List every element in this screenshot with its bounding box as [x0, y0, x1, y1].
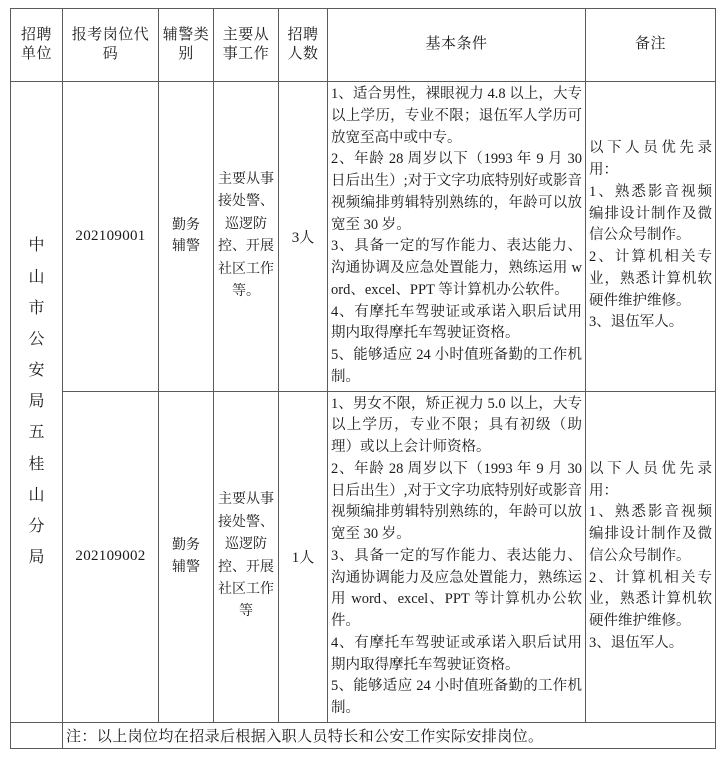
- paragraph-3: 3、具备一定的写作能力、表达能力、沟通协调及应急处置能力，熟练运用 word、excel、PPT 等计算机办公软件。: [331, 238, 582, 298]
- category-line-2: 辅警: [172, 239, 200, 255]
- unit-name-char: 市: [28, 299, 45, 317]
- column-header-unit: 招聘单位: [11, 9, 63, 82]
- paragraph-2: 1、熟悉影音视频编排设计制作及微信公众号制作。: [589, 183, 712, 244]
- unit-name-char: 分: [28, 518, 45, 536]
- paragraph-2: 2、年龄 28 周岁以下（1993 年 9 月 30 日后出生）;对于文字功底特别好或影音视频编排剪辑特别熟练的，年龄可以放宽至 30 岁。: [331, 151, 582, 233]
- footer-note: 注：以上岗位均在招录后根据入职人员特长和公安工作实际安排岗位。: [63, 722, 716, 748]
- unit-name-char: 桂: [28, 455, 45, 473]
- column-header-remarks: 备注: [586, 9, 716, 82]
- paragraph-4: 4、有摩托车驾驶证或承诺入职后试用期内取得摩托车驾驶证资格。: [331, 634, 582, 673]
- paragraph-4: 3、退伍军人。: [589, 634, 684, 651]
- unit-name-char: 五: [28, 424, 45, 442]
- unit-name-char: 山: [28, 486, 45, 504]
- category-line-1: 勤务: [172, 537, 200, 553]
- cell-category: [159, 391, 214, 722]
- unit-name-char: 山: [28, 268, 45, 286]
- paragraph-3: 3、具备一定的写作能力、表达能力、沟通协调能力及应急处置能力，熟练运用 word、excel、PPT 等计算机办公软件。: [331, 547, 582, 629]
- cell-empty-unit: [11, 722, 63, 748]
- cell-conditions: [328, 82, 586, 392]
- unit-name-char: 安: [28, 362, 45, 380]
- cell-job-code: 202109002: [63, 391, 159, 722]
- column-header-conditions: 基本条件: [328, 9, 586, 82]
- cell-unit-name: [11, 82, 63, 723]
- footer-note-row: [11, 722, 716, 748]
- category-line-2: 辅警: [172, 559, 200, 575]
- cell-remarks: [586, 82, 716, 392]
- paragraph-3: 2、计算机相关专业，熟悉计算机软硬件维护维修。: [589, 569, 712, 629]
- unit-name-char: 局: [28, 393, 45, 411]
- paragraph-1: 1、适合男性，裸眼视力 4.8 以上，大专以上学历，专业不限；退伍军人学历可放宽至高中或中专。: [331, 86, 582, 146]
- cell-category: [159, 82, 214, 392]
- paragraph-1: 以下人员优先录用：: [589, 460, 712, 499]
- header-row: [11, 9, 716, 82]
- cell-conditions: [328, 391, 586, 722]
- column-header-code: 报考岗位代码: [63, 9, 159, 82]
- column-header-category: 辅警类别: [159, 9, 214, 82]
- cell-count: 1人: [279, 391, 328, 722]
- paragraph-3: 2、计算机相关专业，熟悉计算机软硬件维护维修。: [589, 249, 712, 309]
- paragraph-2: 1、熟悉影音视频编排设计制作及微信公众号制作。: [589, 504, 712, 564]
- table-body: [11, 82, 716, 749]
- paragraph-5: 5、能够适应 24 小时值班备勤的工作机制。: [331, 347, 582, 385]
- paragraph-1: 以下人员优先录用：: [589, 140, 712, 179]
- recruitment-table: [10, 8, 716, 749]
- table-row: [11, 82, 716, 392]
- table-header: [11, 9, 716, 82]
- cell-duty: 主要从事接处警、巡逻防控、开展社区工作等。: [214, 82, 279, 392]
- paragraph-5: 5、能够适应 24 小时值班备勤的工作机制。: [331, 678, 582, 716]
- paragraph-4: 4、有摩托车驾驶证或承诺入职后试用期内取得摩托车驾驶证资格。: [331, 303, 582, 342]
- unit-name-char: 公: [28, 330, 45, 348]
- cell-count: 3人: [279, 82, 328, 392]
- cell-remarks: [586, 391, 716, 722]
- table-row: [11, 391, 716, 722]
- cell-duty: 主要从事接处警、巡逻防控、开展社区工作等: [214, 391, 279, 722]
- category-line-1: 勤务: [172, 217, 200, 233]
- paragraph-2: 2、年龄 28 周岁以下（1993 年 9 月 30 日后出生）,对于文字功底特别好或影音视频编排剪辑特别熟练的，年龄可以放宽至 30 岁。: [331, 460, 582, 542]
- unit-name-char: 局: [28, 549, 45, 567]
- paragraph-1: 1、男女不限，矫正视力 5.0 以上，大专以上学历，专业不限；具有初级（助理）或以上会计师资格。: [331, 395, 582, 455]
- column-header-count: 招聘人数: [279, 9, 328, 82]
- unit-name-char: 中: [28, 237, 45, 255]
- column-header-duty: 主要从事工作: [214, 9, 279, 82]
- cell-job-code: 202109001: [63, 82, 159, 392]
- paragraph-4: 3、退伍军人。: [589, 314, 684, 331]
